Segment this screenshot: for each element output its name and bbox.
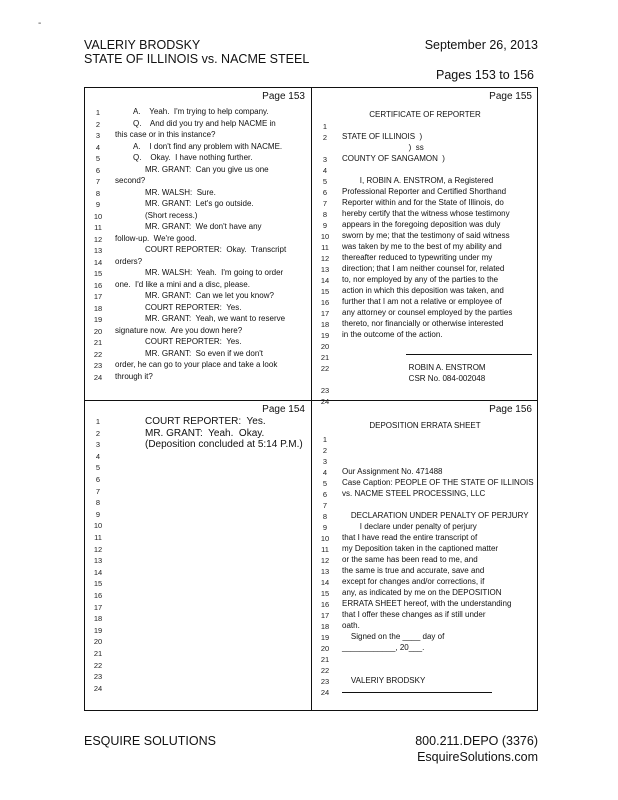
case-title: STATE OF ILLINOIS vs. NACME STEEL [84, 52, 310, 66]
transcript-line: ) ss [342, 143, 424, 152]
line-number: 23 [320, 386, 330, 395]
signature-line [406, 354, 532, 355]
page-153-panel [85, 88, 311, 400]
transcript-line: except for changes and/or corrections, if [342, 577, 485, 586]
line-number: 16 [93, 280, 103, 290]
signature-line [342, 692, 492, 693]
page-range: Pages 153 to 156 [436, 68, 534, 82]
transcript-line: any attorney or counsel employed by the parties [342, 308, 513, 317]
line-number: 8 [95, 188, 101, 198]
line-number: 3 [322, 155, 328, 164]
line-number: 13 [93, 246, 103, 255]
footer-phone: 800.211.DEPO (3376) [415, 734, 538, 748]
line-number: 6 [322, 490, 328, 499]
line-number: 16 [320, 298, 330, 307]
line-number: 17 [93, 292, 103, 301]
transcript-line: my Deposition taken in the captioned matter [342, 544, 499, 553]
line-number: 16 [320, 600, 330, 609]
line-number: 12 [320, 556, 330, 565]
transcript-line: was taken by me to the best of my ability and [342, 242, 502, 251]
transcript-line: CSR No. 084-002048 [342, 374, 486, 383]
deposition-date: September 26, 2013 [424, 38, 538, 52]
transcript-line: (Deposition concluded at 5:14 P.M.) [145, 439, 303, 451]
page-154-panel [85, 401, 311, 713]
transcript-line: COURT REPORTER: Yes. [145, 302, 242, 312]
line-number: 10 [93, 211, 103, 221]
line-number: 17 [320, 309, 330, 318]
transcript-line: Professional Reporter and Certified Shorthand [342, 187, 507, 196]
line-number: 2 [95, 428, 101, 438]
certificate-title: CERTIFICATE OF REPORTER [369, 110, 481, 119]
line-number: 4 [322, 166, 328, 175]
transcript-line: MR. GRANT: So even if we don't [145, 348, 264, 358]
line-number: 21 [320, 655, 330, 664]
line-number: 4 [322, 468, 328, 477]
line-number: 11 [321, 243, 329, 252]
witness-name: VALERIY BRODSKY [84, 38, 201, 52]
transcript-line: COURT REPORTER: Yes. [145, 337, 242, 346]
transcript-line: Reporter within and for the State of Illinois, do [342, 198, 504, 207]
line-number: 7 [95, 177, 101, 186]
transcript-line: A. Yeah. I'm trying to help company. [133, 107, 269, 116]
line-number: 9 [95, 509, 101, 519]
line-number: 8 [95, 498, 101, 508]
errata-title: DEPOSITION ERRATA SHEET [369, 421, 481, 430]
line-number: 5 [95, 154, 101, 163]
line-number: 13 [320, 265, 330, 274]
transcript-line: MR. GRANT: Yeah. Okay. [145, 427, 265, 439]
page-number: Page 156 [489, 404, 532, 415]
line-number: 10 [320, 534, 330, 543]
transcript-line: A. I don't find any problem with NACME. [133, 141, 283, 151]
line-number: 16 [93, 591, 103, 600]
line-number: 5 [322, 479, 328, 488]
transcript-line: COURT REPORTER: Okay. Transcript [145, 245, 287, 254]
line-number: 11 [94, 533, 102, 542]
line-number: 12 [93, 234, 103, 244]
page-number: Page 155 [489, 91, 532, 102]
transcript-line: Signed on the ____ day of [342, 632, 445, 641]
transcript-line: sworn by me; that the testimony of said witness [342, 231, 510, 240]
line-number: 9 [322, 221, 328, 230]
line-number: 11 [321, 545, 329, 554]
transcript-line: vs. NACME STEEL PROCESSING, LLC [342, 489, 486, 498]
line-number: 1 [322, 435, 328, 444]
line-number: 24 [320, 688, 330, 697]
transcript-line: MR. GRANT: Yeah, we want to reserve [145, 314, 286, 323]
line-number: 9 [95, 200, 101, 209]
line-number: 21 [93, 338, 103, 347]
transcript-line: thereafter reduced to typewriting under my [342, 253, 493, 262]
transcript-line: I, ROBIN A. ENSTROM, a Registered [342, 176, 494, 185]
line-number: 19 [93, 625, 103, 635]
line-number: 6 [95, 475, 101, 484]
line-number: 5 [322, 177, 328, 186]
transcript-line: COURT REPORTER: Yes. [145, 416, 266, 427]
line-number: 1 [95, 108, 101, 117]
transcript-line: the same is true and accurate, save and [342, 566, 485, 575]
transcript-line: this case or in this instance? [115, 130, 216, 139]
line-number: 2 [322, 133, 328, 142]
transcript-line: appears in the foregoing deposition was duly [342, 220, 501, 229]
transcript-line: Case Caption: PEOPLE OF THE STATE OF ILLINOIS [342, 478, 534, 487]
transcript-line: in the outcome of the action. [342, 330, 443, 339]
line-number: 15 [320, 287, 330, 296]
line-number: 14 [93, 257, 103, 267]
transcript-line: ROBIN A. ENSTROM [342, 363, 486, 372]
line-number: 24 [93, 683, 103, 693]
transcript-line: Our Assignment No. 471488 [342, 467, 443, 476]
line-number: 24 [320, 397, 330, 406]
line-number: 20 [93, 637, 103, 647]
line-number: 20 [320, 342, 330, 351]
transcript-line: MR. GRANT: Let's go outside. [145, 199, 254, 208]
line-number: 18 [320, 622, 330, 631]
line-number: 20 [93, 326, 103, 336]
transcript-line: Q. Okay. I have nothing further. [133, 153, 253, 162]
transcript-line: oath. [342, 621, 360, 630]
transcript-grid [84, 87, 538, 711]
transcript-line: STATE OF ILLINOIS ) [342, 132, 423, 141]
transcript-line: one. I'd like a mini and a disc, please. [115, 279, 250, 289]
transcript-line: MR. GRANT: We don't have any [145, 222, 262, 231]
transcript-line: ____________, 20___. [342, 643, 425, 652]
line-number: 21 [93, 649, 103, 658]
line-number: 17 [93, 602, 103, 612]
transcript-line: MR. GRANT: Can you give us one [145, 164, 269, 174]
line-number: 1 [322, 122, 328, 131]
line-number: 7 [322, 501, 328, 510]
line-number: 3 [322, 457, 328, 466]
line-number: 24 [93, 372, 103, 382]
transcript-line: thereto, nor financially or otherwise interested [342, 319, 504, 328]
line-number: 4 [95, 451, 101, 461]
line-number: 6 [95, 165, 101, 175]
line-number: 23 [320, 677, 330, 686]
transcript-line: ERRATA SHEET hereof, with the understanding [342, 599, 512, 608]
line-number: 2 [322, 446, 328, 455]
line-number: 21 [320, 353, 330, 362]
line-number: 23 [93, 672, 103, 682]
line-number: 12 [320, 254, 330, 263]
line-number: 15 [93, 579, 103, 589]
scan-mark: - [38, 18, 42, 29]
transcript-line: second? [115, 176, 146, 185]
page-155-panel [312, 88, 538, 406]
line-number: 14 [320, 578, 330, 587]
transcript-line: action in which this deposition was taken, and [342, 286, 504, 295]
transcript-line: MR. WALSH: Yeah. I'm going to order [145, 268, 284, 277]
line-number: 15 [93, 269, 103, 278]
transcript-line: that I have read the entire transcript of [342, 533, 478, 542]
line-number: 9 [322, 523, 328, 532]
transcript-line: any, as indicated by me on the DEPOSITION [342, 588, 502, 597]
transcript-line: I declare under penalty of perjury [342, 522, 477, 531]
line-number: 23 [93, 361, 103, 370]
line-number: 1 [95, 417, 101, 426]
line-number: 11 [94, 223, 102, 232]
transcript-line: MR. WALSH: Sure. [145, 187, 216, 197]
transcript-line: MR. GRANT: Can we let you know? [145, 291, 274, 300]
line-number: 2 [95, 119, 101, 129]
line-number: 6 [322, 188, 328, 197]
line-number: 5 [95, 463, 101, 473]
line-number: 14 [93, 567, 103, 577]
line-number: 20 [320, 644, 330, 653]
line-number: 17 [320, 611, 330, 620]
transcript-line: orders? [115, 256, 143, 266]
transcript-line: through it? [115, 371, 153, 381]
line-number: 8 [322, 210, 328, 219]
page-number: Page 154 [262, 404, 305, 415]
line-number: 18 [93, 614, 103, 624]
line-number: 13 [93, 556, 103, 566]
page-number: Page 153 [262, 91, 305, 102]
line-number: 7 [95, 486, 101, 496]
transcript-line: to, nor employed by any of the parties to the [342, 275, 499, 284]
line-number: 22 [93, 349, 103, 359]
line-number: 18 [93, 303, 103, 313]
line-number: 8 [322, 512, 328, 521]
transcript-line: further that I am not a relative or employee of [342, 297, 502, 306]
transcript-line: VALERIY BRODSKY [342, 676, 426, 685]
line-number: 13 [320, 567, 330, 576]
transcript-line: order, he can go to your place and take a look [115, 360, 278, 369]
line-number: 4 [95, 142, 101, 152]
line-number: 18 [320, 320, 330, 329]
transcript-line: Q. And did you try and help NACME in [133, 118, 276, 128]
line-number: 10 [93, 521, 103, 531]
line-number: 10 [320, 232, 330, 241]
transcript-line: signature now. Are you down here? [115, 325, 243, 335]
page-156-panel [312, 401, 538, 713]
transcript-line: follow-up. We're good. [115, 233, 197, 243]
transcript-line: (Short recess.) [145, 210, 198, 220]
line-number: 7 [322, 199, 328, 208]
footer-website: EsquireSolutions.com [417, 750, 538, 764]
line-number: 12 [93, 544, 103, 554]
transcript-line: or the same has been read to me, and [342, 555, 478, 564]
line-number: 22 [320, 666, 330, 675]
line-number: 19 [320, 331, 330, 340]
transcript-line: that I offer these changes as if still under [342, 610, 486, 619]
line-number: 14 [320, 276, 330, 285]
line-number: 3 [95, 131, 101, 140]
footer-company: ESQUIRE SOLUTIONS [84, 734, 216, 748]
line-number: 19 [93, 315, 103, 324]
transcript-line: hereby certify that the witness whose testimony [342, 209, 510, 218]
transcript-line: direction; that I am neither counsel for, related [342, 264, 505, 273]
line-number: 19 [320, 633, 330, 642]
transcript-line: COUNTY OF SANGAMON ) [342, 154, 445, 163]
transcript-line: DECLARATION UNDER PENALTY OF PERJURY [342, 511, 529, 520]
line-number: 22 [93, 660, 103, 670]
line-number: 15 [320, 589, 330, 598]
line-number: 22 [320, 364, 330, 373]
line-number: 3 [95, 440, 101, 450]
